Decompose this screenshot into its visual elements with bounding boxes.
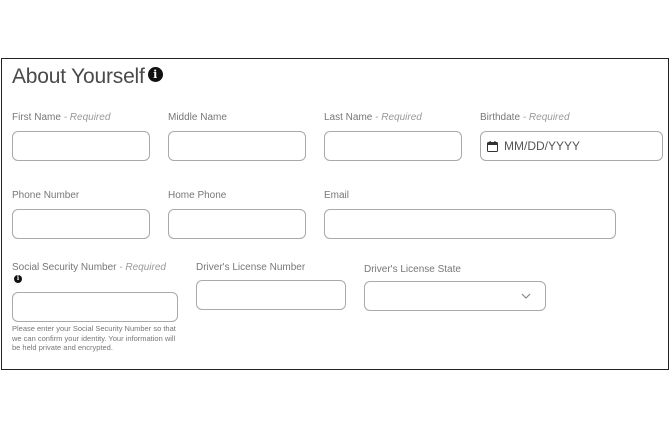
- first-name-label: [12, 112, 110, 123]
- birthdate-label: [480, 112, 570, 123]
- last-name-label: [324, 112, 422, 123]
- section-title-text: About Yourself: [12, 65, 145, 88]
- drivers-license-number-label: [196, 262, 305, 273]
- first-name-input[interactable]: [12, 131, 150, 161]
- drivers-license-state-label-text: Driver's License State: [364, 264, 461, 275]
- section-title: [12, 65, 163, 89]
- info-icon[interactable]: i: [148, 67, 163, 82]
- about-yourself-form: [1, 58, 669, 370]
- ssn-label-text: Social Security Number: [12, 262, 117, 273]
- drivers-license-state-select[interactable]: [364, 281, 546, 311]
- drivers-license-state-label: [364, 264, 461, 275]
- drivers-license-number-label-text: Driver's License Number: [196, 262, 306, 273]
- ssn-label: [12, 262, 166, 273]
- email-label: [324, 190, 349, 201]
- birthdate-placeholder: MM/DD/YYYY: [504, 139, 581, 153]
- middle-name-label-text: Middle Name: [168, 112, 227, 123]
- required-marker: - Required: [375, 112, 422, 123]
- birthdate-input[interactable]: [480, 131, 663, 161]
- ssn-info-icon[interactable]: i: [14, 275, 22, 283]
- home-phone-label-text: Home Phone: [168, 190, 227, 201]
- middle-name-label: [168, 112, 227, 123]
- middle-name-input[interactable]: [168, 131, 306, 161]
- email-label-text: Email: [324, 190, 350, 201]
- home-phone-input[interactable]: [168, 209, 306, 239]
- phone-number-input[interactable]: [12, 209, 150, 239]
- required-marker: - Required: [522, 112, 570, 123]
- first-name-label-text: First Name: [12, 112, 61, 123]
- required-marker: - Required: [63, 112, 111, 123]
- last-name-label-text: Last Name: [324, 112, 373, 123]
- email-input[interactable]: [324, 209, 616, 239]
- phone-number-label-text: Phone Number: [12, 190, 80, 201]
- chevron-down-icon: [521, 293, 531, 299]
- drivers-license-number-input[interactable]: [196, 280, 346, 310]
- calendar-icon[interactable]: [487, 141, 498, 152]
- required-marker: - Required: [119, 262, 166, 273]
- birthdate-label-text: Birthdate: [480, 112, 521, 123]
- last-name-input[interactable]: [324, 131, 462, 161]
- home-phone-label: [168, 190, 226, 201]
- phone-number-label: [12, 190, 79, 201]
- ssn-input[interactable]: [12, 292, 178, 322]
- ssn-helper-text: Please enter your Social Security Number so that we can confirm your identity. Your information will be held private and encrypted.: [12, 324, 176, 352]
